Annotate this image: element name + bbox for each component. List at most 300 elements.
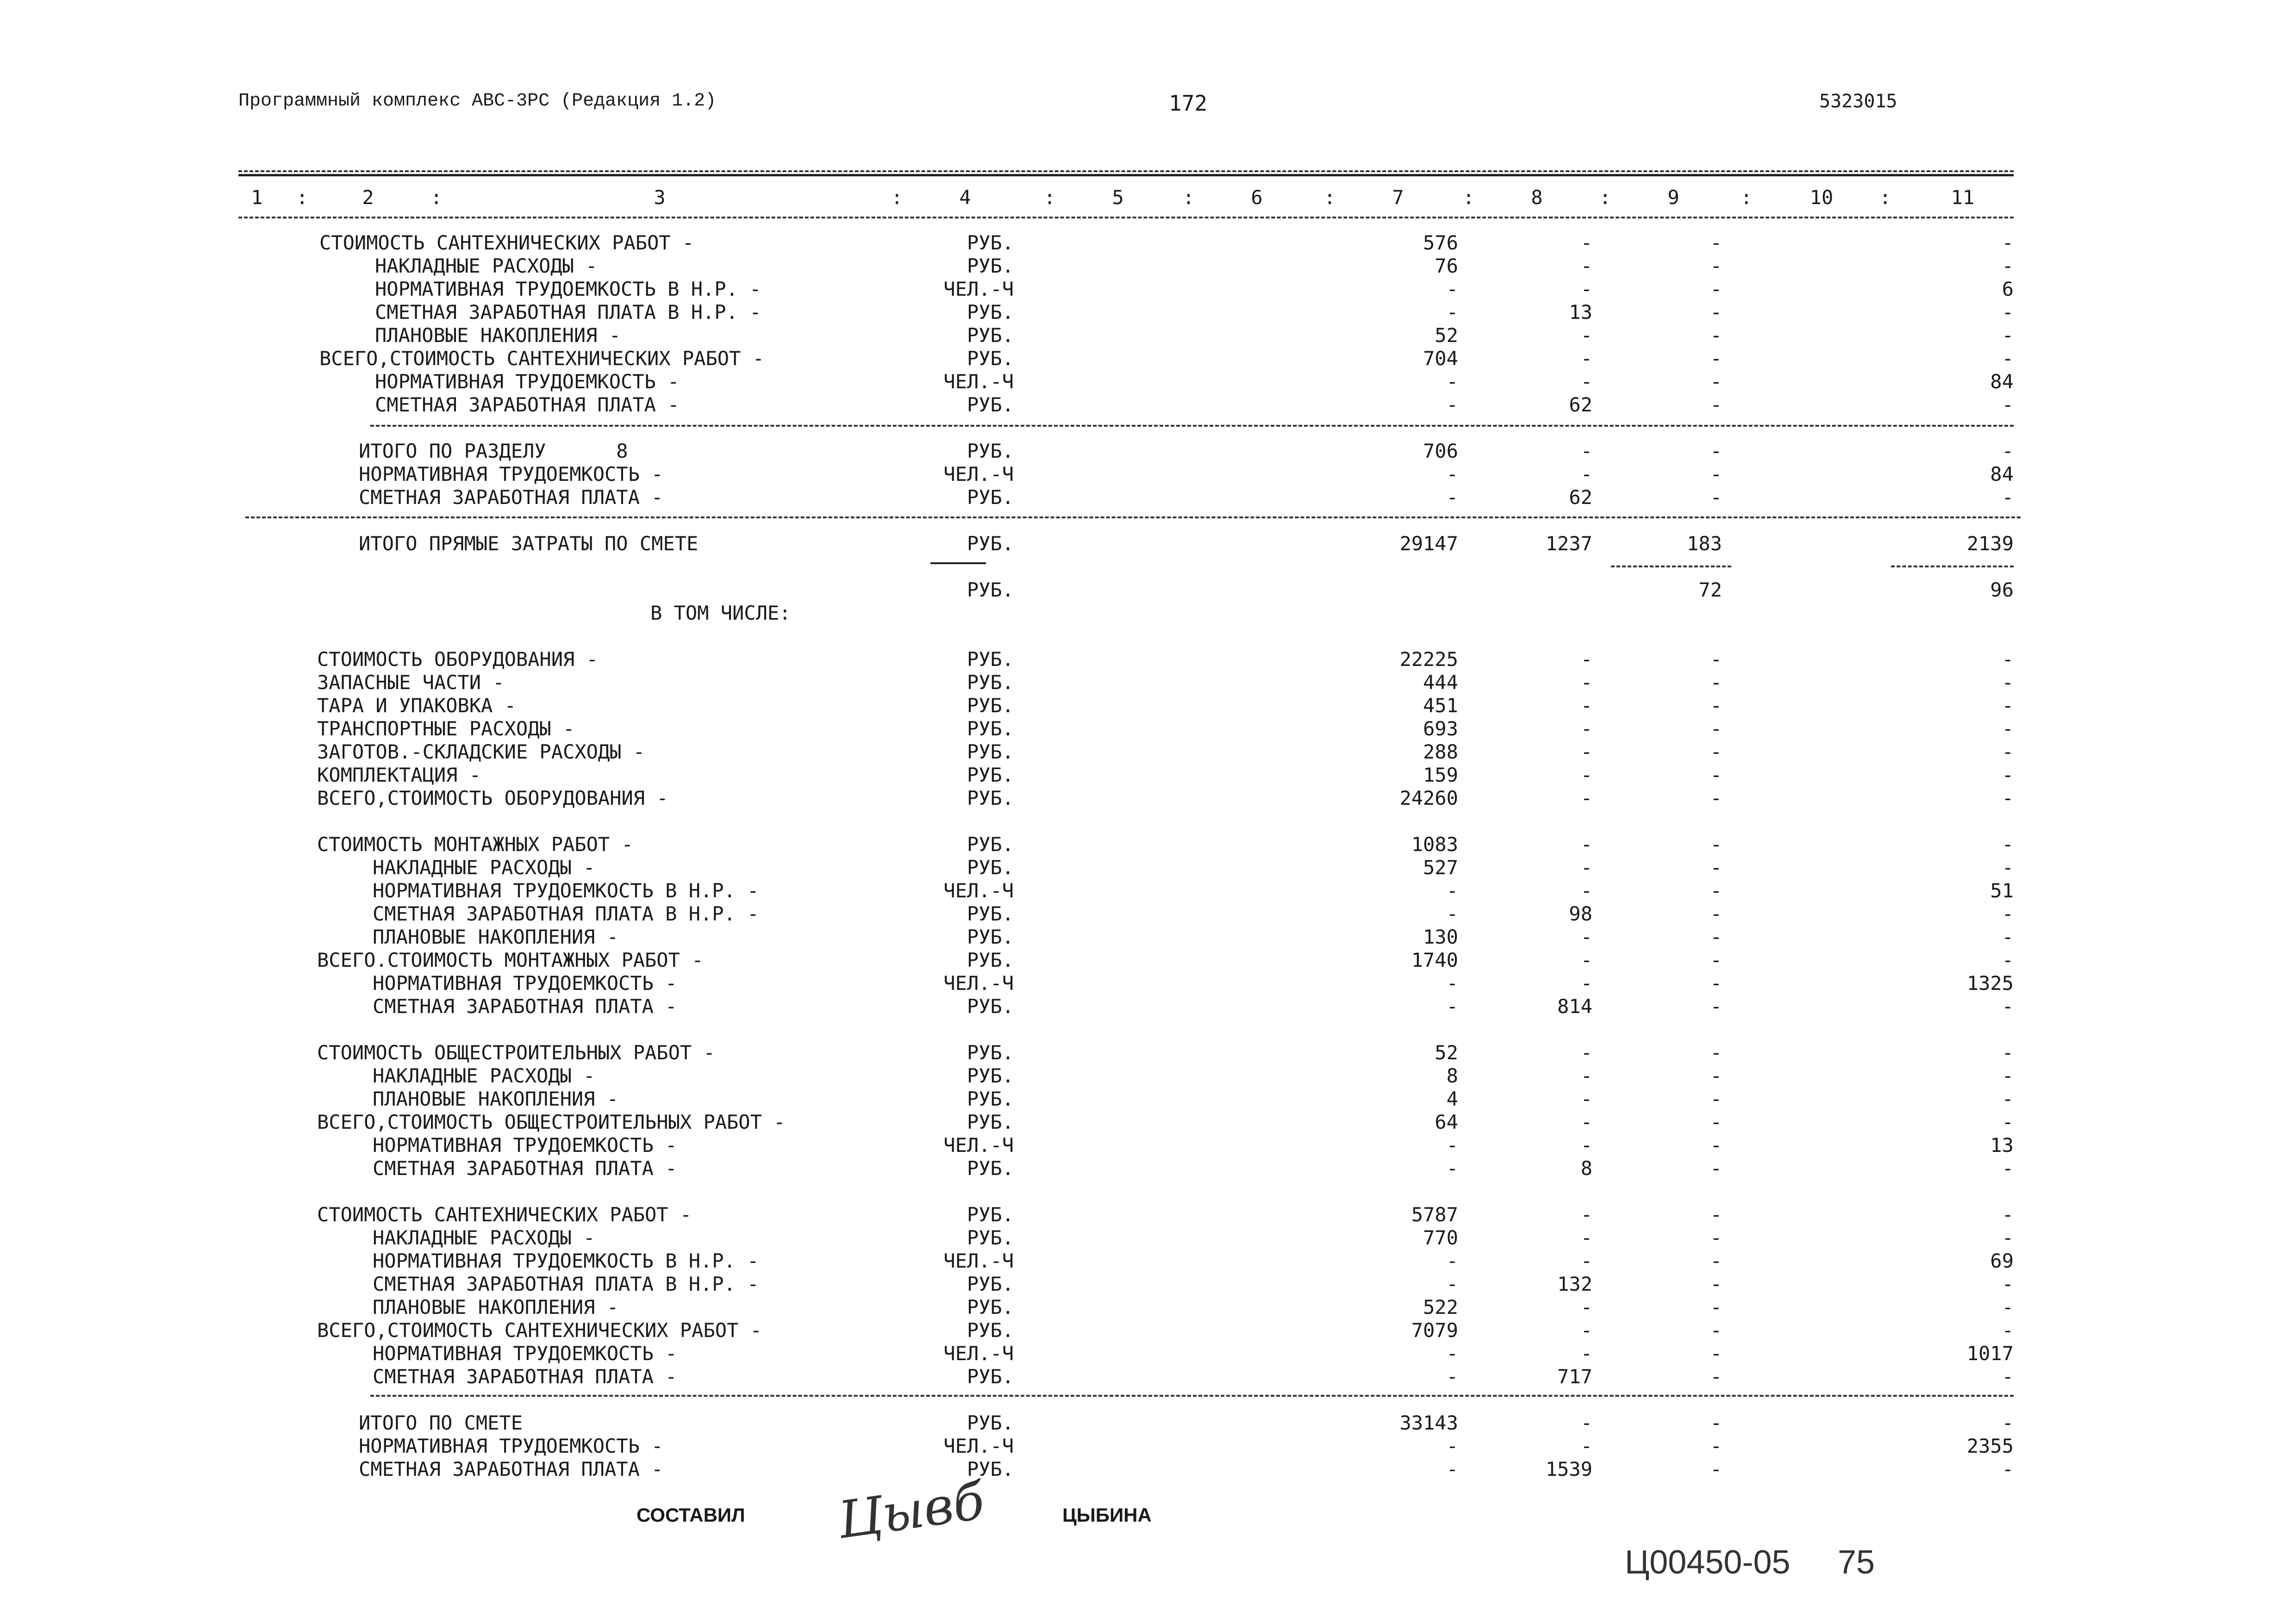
row-col11: - [2002, 393, 2014, 416]
table-row [0, 972, 2296, 995]
row-unit: ЧЕЛ.-Ч [943, 1435, 1014, 1457]
table-row [0, 1412, 2296, 1435]
row-col8: - [1580, 764, 1592, 786]
row-col11: - [2002, 740, 2014, 763]
row-col9: - [1710, 370, 1722, 393]
row-col7: 288 [1423, 740, 1458, 763]
table-row [0, 1111, 2296, 1134]
row-label: НОРМАТИВНАЯ ТРУДОЕМКОСТЬ В Н.Р. - [373, 879, 759, 902]
row-label: ВСЕГО,СТОИМОСТЬ ОБЩЕСТРОИТЕЛЬНЫХ РАБОТ - [317, 1111, 786, 1133]
table-row [0, 1157, 2296, 1180]
row-col7: - [1446, 463, 1458, 485]
row-col7: - [1446, 902, 1458, 925]
row-unit: РУБ. [967, 949, 1014, 971]
row-col11: - [2002, 902, 2014, 925]
table-row [0, 347, 2296, 370]
row-col7: - [1446, 1458, 1458, 1480]
row-col11: - [2002, 1111, 2014, 1133]
row-col7: - [1446, 1342, 1458, 1365]
row-col9: - [1710, 1435, 1722, 1457]
row-unit: РУБ. [967, 1296, 1014, 1318]
row-col7: 451 [1423, 694, 1458, 717]
row-col7: 24260 [1399, 787, 1458, 809]
row-col9: - [1710, 1226, 1722, 1249]
row-col7: - [1446, 278, 1458, 300]
row-col8: - [1580, 1226, 1592, 1249]
row-unit: РУБ. [967, 1157, 1014, 1180]
row-col11: - [2002, 764, 2014, 786]
row-col8: 717 [1557, 1365, 1592, 1388]
row-col8: 8 [1580, 1157, 1592, 1180]
row-col7: - [1446, 1134, 1458, 1157]
row-col9: - [1710, 1412, 1722, 1434]
row-label: СТОИМОСТЬ МОНТАЖНЫХ РАБОТ - [317, 833, 633, 856]
row-col8: 132 [1557, 1273, 1592, 1295]
row-col11: - [2002, 648, 2014, 671]
row-col7: 527 [1423, 856, 1458, 879]
row-unit: РУБ. [967, 902, 1014, 925]
row-col8: - [1580, 1412, 1592, 1434]
row-col7: - [1446, 301, 1458, 323]
row-col8: - [1580, 1296, 1592, 1318]
row-label: СТОИМОСТЬ САНТЕХНИЧЕСКИХ РАБОТ - [317, 1203, 692, 1226]
column-separator: : [1599, 186, 1611, 209]
row-col8: - [1580, 787, 1592, 809]
row-unit: РУБ. [967, 301, 1014, 323]
row-col8: - [1580, 1250, 1592, 1272]
row-col11: - [2002, 1319, 2014, 1342]
row-col8: - [1580, 1342, 1592, 1365]
table-row [0, 1296, 2296, 1319]
row-unit: РУБ. [967, 393, 1014, 416]
row-label: ПЛАНОВЫЕ НАКОПЛЕНИЯ - [375, 324, 621, 347]
row-unit: РУБ. [967, 532, 1014, 555]
row-label: ПЛАНОВЫЕ НАКОПЛЕНИЯ - [373, 1296, 619, 1318]
row-col8: - [1580, 440, 1592, 462]
underline-col9 [1611, 566, 1731, 567]
row-col7: - [1446, 1365, 1458, 1388]
row-label: ВСЕГО,СТОИМОСТЬ ОБОРУДОВАНИЯ - [317, 787, 668, 809]
row-col7: 7079 [1411, 1319, 1458, 1342]
table-row [0, 787, 2296, 810]
row-col7: 130 [1423, 926, 1458, 948]
row-unit: ЧЕЛ.-Ч [943, 972, 1014, 995]
row-label: НАКЛАДНЫЕ РАСХОДЫ - [373, 1226, 595, 1249]
row-label: НАКЛАДНЫЕ РАСХОДЫ - [375, 255, 598, 277]
row-col11: - [2002, 1226, 2014, 1249]
row-col9: 72 [1698, 578, 1722, 601]
table-row [0, 694, 2296, 717]
row-unit: РУБ. [967, 231, 1014, 254]
row-col11: - [2002, 995, 2014, 1018]
row-col9: - [1710, 1134, 1722, 1157]
table-row [0, 301, 2296, 324]
table-row [0, 833, 2296, 856]
row-label: СМЕТНАЯ ЗАРАБОТНАЯ ПЛАТА - [373, 995, 677, 1018]
row-unit: РУБ. [967, 694, 1014, 717]
row-unit: РУБ. [967, 995, 1014, 1018]
row-label: СТОИМОСТЬ ОБОРУДОВАНИЯ - [317, 648, 598, 671]
column-number-8: 8 [1531, 186, 1543, 209]
row-col11: - [2002, 1064, 2014, 1087]
row-label: НАКЛАДНЫЕ РАСХОДЫ - [373, 856, 595, 879]
page-number: 172 [1169, 91, 1208, 116]
column-number-3: 3 [654, 186, 666, 209]
row-col9: - [1710, 740, 1722, 763]
table-row [0, 393, 2296, 417]
table-row [0, 532, 2296, 555]
row-col7: 522 [1423, 1296, 1458, 1318]
rule-header-bottom [238, 217, 2014, 218]
row-col7: 76 [1435, 255, 1458, 277]
row-label: НОРМАТИВНАЯ ТРУДОЕМКОСТЬ В Н.Р. - [373, 1250, 759, 1272]
row-col8: - [1580, 370, 1592, 393]
row-col8: - [1580, 694, 1592, 717]
row-unit: РУБ. [967, 764, 1014, 786]
row-col7: 159 [1423, 764, 1458, 786]
row-col11: 2139 [1966, 532, 2014, 555]
signature: Цывб [834, 1471, 988, 1550]
row-col11: - [2002, 671, 2014, 694]
row-col8: 13 [1569, 301, 1592, 323]
underline-col11 [1891, 566, 2014, 567]
row-col9: - [1710, 486, 1722, 509]
table-row [0, 879, 2296, 902]
column-number-10: 10 [1809, 186, 1834, 209]
row-unit: РУБ. [967, 1319, 1014, 1342]
archive-code: Ц00450-05 [1625, 1544, 1791, 1581]
row-label: СТОИМОСТЬ САНТЕХНИЧЕСКИХ РАБОТ - [319, 231, 694, 254]
row-label: НАКЛАДНЫЕ РАСХОДЫ - [373, 1064, 595, 1087]
row-col8: - [1580, 671, 1592, 694]
row-col7: 33143 [1399, 1412, 1458, 1434]
row-unit: РУБ. [967, 1226, 1014, 1249]
row-col8: - [1580, 740, 1592, 763]
row-col7: 770 [1423, 1226, 1458, 1249]
row-col9: - [1710, 648, 1722, 671]
row-col9: - [1710, 1203, 1722, 1226]
compiled-by-label: СОСТАВИЛ [636, 1504, 745, 1526]
row-label: ТРАНСПОРТНЫЕ РАСХОДЫ - [317, 717, 575, 740]
row-col8: - [1580, 926, 1592, 948]
row-label: ЗАПАСНЫЕ ЧАСТИ - [317, 671, 505, 694]
row-col7: - [1446, 995, 1458, 1018]
row-unit: РУБ. [967, 1041, 1014, 1064]
row-unit: РУБ. [967, 926, 1014, 948]
row-unit: РУБ. [967, 1064, 1014, 1087]
row-label: НОРМАТИВНАЯ ТРУДОЕМКОСТЬ - [359, 1435, 663, 1457]
row-unit: РУБ. [967, 717, 1014, 740]
row-label: СМЕТНАЯ ЗАРАБОТНАЯ ПЛАТА В Н.Р. - [375, 301, 761, 323]
row-col8: - [1580, 1319, 1592, 1342]
row-label: ЗАГОТОВ.-СКЛАДСКИЕ РАСХОДЫ - [317, 740, 645, 763]
table-row [0, 1088, 2296, 1111]
row-col8: - [1580, 856, 1592, 879]
row-col11: - [2002, 694, 2014, 717]
table-row [0, 995, 2296, 1018]
row-col11: - [2002, 1088, 2014, 1110]
row-col9: - [1710, 949, 1722, 971]
row-label: СТОИМОСТЬ ОБЩЕСТРОИТЕЛЬНЫХ РАБОТ - [317, 1041, 715, 1064]
table-row [0, 1319, 2296, 1342]
row-col9: - [1710, 972, 1722, 995]
table-row [0, 717, 2296, 740]
row-unit: РУБ. [967, 578, 1014, 601]
row-col11: - [2002, 1458, 2014, 1480]
row-label: ТАРА И УПАКОВКА - [317, 694, 516, 717]
table-row [0, 949, 2296, 972]
column-separator: : [1044, 186, 1056, 209]
row-col8: - [1580, 1041, 1592, 1064]
row-unit: РУБ. [967, 1088, 1014, 1110]
row-col11: - [2002, 926, 2014, 948]
column-number-5: 5 [1112, 186, 1124, 209]
row-col9: - [1710, 440, 1722, 462]
row-col9: - [1710, 1157, 1722, 1180]
column-number-9: 9 [1667, 186, 1679, 209]
row-col9: - [1710, 856, 1722, 879]
row-col11: - [2002, 856, 2014, 879]
row-label: СМЕТНАЯ ЗАРАБОТНАЯ ПЛАТА - [375, 393, 680, 416]
archive-page: 75 [1838, 1544, 1875, 1581]
row-col11: 6 [2002, 278, 2014, 300]
row-col9: - [1710, 833, 1722, 856]
row-col9: - [1710, 995, 1722, 1018]
row-label: СМЕТНАЯ ЗАРАБОТНАЯ ПЛАТА - [359, 486, 663, 509]
row-col11: - [2002, 1296, 2014, 1318]
row-col9: - [1710, 231, 1722, 254]
table-row [0, 1134, 2296, 1157]
row-col11: - [2002, 1273, 2014, 1295]
row-col8: - [1580, 231, 1592, 254]
column-separator: : [1463, 186, 1475, 209]
table-row [0, 1226, 2296, 1250]
row-col7: - [1446, 1435, 1458, 1457]
row-col11: 69 [1990, 1250, 2014, 1272]
column-separator: : [296, 186, 308, 209]
table-row [0, 902, 2296, 926]
table-row [0, 1064, 2296, 1088]
row-col9: - [1710, 255, 1722, 277]
table-row [0, 648, 2296, 671]
row-unit: РУБ. [967, 1111, 1014, 1133]
row-unit: ЧЕЛ.-Ч [943, 879, 1014, 902]
row-col9: - [1710, 324, 1722, 347]
row-col8: - [1580, 1088, 1592, 1110]
row-col9: - [1710, 1319, 1722, 1342]
row-label: НОРМАТИВНАЯ ТРУДОЕМКОСТЬ - [375, 370, 680, 393]
row-col9: - [1710, 671, 1722, 694]
row-col7: - [1446, 972, 1458, 995]
table-row [0, 324, 2296, 347]
row-col9: - [1710, 393, 1722, 416]
column-separator: : [1741, 186, 1753, 209]
row-unit: РУБ. [967, 833, 1014, 856]
row-col11: - [2002, 1203, 2014, 1226]
row-unit: РУБ. [967, 347, 1014, 370]
compiler-name: ЦЫБИНА [1062, 1504, 1152, 1526]
row-col11: 1325 [1966, 972, 2014, 995]
row-label: КОМПЛЕКТАЦИЯ - [317, 764, 481, 786]
row-col9: - [1710, 1458, 1722, 1480]
row-col11: - [2002, 833, 2014, 856]
row-col11: - [2002, 717, 2014, 740]
row-col8: - [1580, 1435, 1592, 1457]
row-col11: 84 [1990, 370, 2014, 393]
row-label: ПЛАНОВЫЕ НАКОПЛЕНИЯ - [373, 1088, 619, 1110]
table-row [0, 1435, 2296, 1458]
row-unit: РУБ. [967, 740, 1014, 763]
document-code: 5323015 [1819, 91, 1897, 112]
row-unit: РУБ. [967, 255, 1014, 277]
rule-top [238, 170, 2014, 172]
row-col9: - [1710, 1064, 1722, 1087]
row-label: ВСЕГО,СТОИМОСТЬ САНТЕХНИЧЕСКИХ РАБОТ - [319, 347, 764, 370]
row-col7: 8 [1446, 1064, 1458, 1087]
row-col11: - [2002, 949, 2014, 971]
row-col8: - [1580, 1111, 1592, 1133]
row-col9: - [1710, 764, 1722, 786]
row-col9: - [1710, 717, 1722, 740]
row-unit: РУБ. [967, 1412, 1014, 1434]
row-col11: - [2002, 440, 2014, 462]
row-unit: РУБ. [967, 324, 1014, 347]
table-row [0, 231, 2296, 255]
row-col11: - [2002, 1365, 2014, 1388]
row-col7: 22225 [1399, 648, 1458, 671]
row-col11: 2355 [1966, 1435, 2014, 1457]
row-col8: - [1580, 463, 1592, 485]
row-col7: 444 [1423, 671, 1458, 694]
row-label: ВСЕГО.СТОИМОСТЬ МОНТАЖНЫХ РАБОТ - [317, 949, 704, 971]
row-col8: - [1580, 833, 1592, 856]
row-col9: - [1710, 926, 1722, 948]
row-col8: - [1580, 949, 1592, 971]
row-col8: 98 [1569, 902, 1592, 925]
row-col8: - [1580, 879, 1592, 902]
table-row [0, 1041, 2296, 1064]
table-row [0, 440, 2296, 463]
row-col9: - [1710, 347, 1722, 370]
row-col11: 84 [1990, 463, 2014, 485]
table-row [0, 926, 2296, 949]
row-col7: 704 [1423, 347, 1458, 370]
row-unit: РУБ. [967, 440, 1014, 462]
row-unit: РУБ. [967, 671, 1014, 694]
column-number-4: 4 [959, 186, 971, 209]
row-col7: 576 [1423, 231, 1458, 254]
row-col9: - [1710, 1111, 1722, 1133]
table-row [0, 764, 2296, 787]
row-col7: 706 [1423, 440, 1458, 462]
row-col9: - [1710, 902, 1722, 925]
row-label: ПЛАНОВЫЕ НАКОПЛЕНИЯ - [373, 926, 619, 948]
row-label: СМЕТНАЯ ЗАРАБОТНАЯ ПЛАТА В Н.Р. - [373, 902, 759, 925]
row-col9: - [1710, 1365, 1722, 1388]
table-row [0, 1458, 2296, 1481]
row-col11: - [2002, 787, 2014, 809]
row-col8: - [1580, 1134, 1592, 1157]
row-unit: РУБ. [967, 486, 1014, 509]
row-col8: - [1580, 1203, 1592, 1226]
table-row [0, 1273, 2296, 1296]
row-col7: 5787 [1411, 1203, 1458, 1226]
row-col9: - [1710, 787, 1722, 809]
row-unit: ЧЕЛ.-Ч [943, 370, 1014, 393]
row-col11: - [2002, 1412, 2014, 1434]
row-col7: - [1446, 393, 1458, 416]
row-col8: 62 [1569, 393, 1592, 416]
row-col11: 96 [1990, 578, 2014, 601]
row-col7: 4 [1446, 1088, 1458, 1110]
rule-section-8 [370, 425, 2014, 427]
column-separator: : [1183, 186, 1195, 209]
table-row [0, 1203, 2296, 1226]
column-separator: : [1879, 186, 1891, 209]
row-label: ИТОГО ПО РАЗДЕЛУ 8 [359, 440, 628, 462]
row-col11: 13 [1990, 1134, 2014, 1157]
table-row [0, 1365, 2296, 1388]
row-col9: - [1710, 1250, 1722, 1272]
column-number-1: 1 [251, 186, 263, 209]
column-separator: : [430, 186, 443, 209]
row-label: НОРМАТИВНАЯ ТРУДОЕМКОСТЬ В Н.Р. - [375, 278, 761, 300]
row-label: СМЕТНАЯ ЗАРАБОТНАЯ ПЛАТА - [373, 1157, 677, 1180]
row-col9: 183 [1687, 532, 1722, 555]
row-col7: 1740 [1411, 949, 1458, 971]
row-col11: - [2002, 486, 2014, 509]
table-row [0, 463, 2296, 486]
table-row [0, 278, 2296, 301]
row-col7: - [1446, 370, 1458, 393]
table-row [0, 1342, 2296, 1365]
row-col11: - [2002, 255, 2014, 277]
column-separator: : [891, 186, 903, 209]
row-col11: - [2002, 301, 2014, 323]
row-col9: - [1710, 278, 1722, 300]
table-row [0, 1250, 2296, 1273]
row-col7: - [1446, 1273, 1458, 1295]
row-col7: 52 [1435, 324, 1458, 347]
row-col11: - [2002, 1157, 2014, 1180]
row-col7: 52 [1435, 1041, 1458, 1064]
rule-direct-costs [245, 516, 2021, 518]
row-col7: 693 [1423, 717, 1458, 740]
row-unit: ЧЕЛ.-Ч [943, 1134, 1014, 1157]
row-col8: 1237 [1545, 532, 1592, 555]
row-label: ИТОГО ПО СМЕТЕ [359, 1412, 523, 1434]
row-label: НОРМАТИВНАЯ ТРУДОЕМКОСТЬ - [373, 1134, 677, 1157]
row-label: СМЕТНАЯ ЗАРАБОТНАЯ ПЛАТА - [359, 1458, 663, 1480]
table-row [0, 671, 2296, 694]
row-col8: - [1580, 648, 1592, 671]
row-unit: РУБ. [967, 1458, 1014, 1480]
row-unit: ЧЕЛ.-Ч [943, 463, 1014, 485]
row-col11: - [2002, 231, 2014, 254]
row-label: ИТОГО ПРЯМЫЕ ЗАТРАТЫ ПО СМЕТЕ [359, 532, 699, 555]
row-unit: ЧЕЛ.-Ч [943, 1250, 1014, 1272]
row-col8: - [1580, 324, 1592, 347]
row-unit: РУБ. [967, 1273, 1014, 1295]
row-col7: 1083 [1411, 833, 1458, 856]
row-col9: - [1710, 301, 1722, 323]
rule-top-solid [238, 174, 2014, 176]
row-col8: 62 [1569, 486, 1592, 509]
row-col9: - [1710, 694, 1722, 717]
row-col8: 814 [1557, 995, 1592, 1018]
row-col8: - [1580, 972, 1592, 995]
row-col7: - [1446, 879, 1458, 902]
